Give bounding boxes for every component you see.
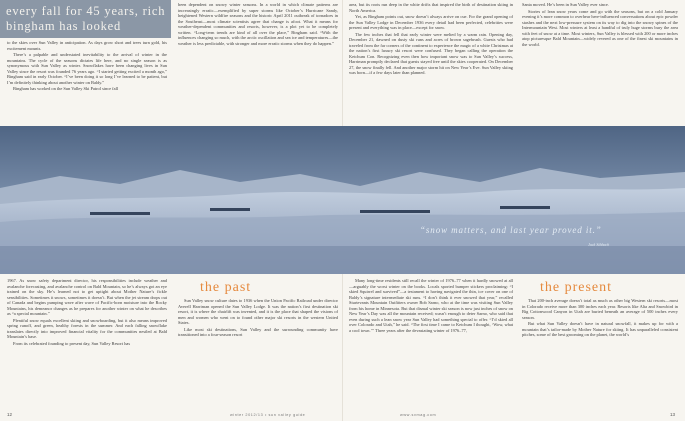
paragraph: But what Sun Valley doesn’t have in natural snowfall, it makes up for with a mountain that’s tailor-made by Mother Nature for skiing. It has unparalleled consistent pitches, some of the best grooming on the planet, the world’s xyxy=(522,321,678,337)
photo-quote-credit: Jack Sibbach xyxy=(588,242,610,247)
column-4 xyxy=(522,2,678,122)
page-number-right: 13 xyxy=(670,412,676,417)
photo-pull-quote: “snow matters, and last year proved it.” xyxy=(420,225,602,235)
section-title-present: the present xyxy=(540,280,613,295)
footer-issue: winter 2012/13 • sun valley guide xyxy=(230,413,306,417)
panorama-illustration xyxy=(0,126,685,274)
paragraph: That 200-inch average doesn’t total as much as other big Western ski resorts—most in Colorado receive more than 300 inches each year. Resorts like Alta and Snowbird in Big Cottonwood Canyon in Utah are buried beneath an average of 500 inches every season. xyxy=(522,298,678,320)
paragraph: area, but its roots run deep in the white drifts that inspired the birth of destination skiing in North America. xyxy=(349,2,513,13)
top-pull-quote: every fall for 45 years, rich bingham has looked xyxy=(6,4,166,33)
footer-website: www.svmag.com xyxy=(400,413,437,417)
paragraph: Plentiful snow equals excellent skiing and snowboarding, but it also means improved spring runoff, and green, healthy forests in the summer. And each falling snowflake translates directly into improved financial vitality for the communities nestled at Bald Mountain’s base. xyxy=(7,317,167,339)
snowy-valley-photo xyxy=(0,126,685,274)
column-7 xyxy=(349,278,513,408)
paragraph: Stories of lean snow years come and go with the seasons, but on a cold January evening it’s more common to overhear here-influenced conversations about epic powder stashes and the next low-pressure system on its way to dig into the snowy spines of the Intermountain West. Most winters at least a handful of truly huge storms bury the area with feet of snow at a time. Most winters, Sun Valley is blessed with 200 or more inches atop picturesque Bald Mountain—widely revered as one of the finest ski mountains in the world. xyxy=(522,8,678,47)
section-title-past: the past xyxy=(200,280,252,295)
paragraph: Bingham has worked on the Sun Valley Ski Patrol since fall xyxy=(13,86,119,91)
paragraph: The few inches that fell that early winter were melted by a warm rain. Opening day, December 21, dawned on dusty ski runs and acres of brown sagebrush. Guests who had traveled from the far corners of the continent to experience the magic of a white Christmas at the nation’s first luxury ski resort were confused. They began calling the operation the Ketchum Con. Recognizing even then how important snow was to Sun Valley’s success, Harriman promptly declared that guests stayed free until the skies cooperated. On December 27, the snow finally fell. And another major storm hit on New Year’s Eve. Sun Valley skiing was born—if a few days later than planned. xyxy=(349,31,513,75)
column-3 xyxy=(349,2,513,122)
paragraph: Santa moved. He’s been in Sun Valley ever since. xyxy=(522,2,609,7)
paragraph: 1967. As snow safety department director, his responsibilities include weather and avalanche forecasting, and avalanche control on Bald Mountain, so he’s always got an eye trained on the sky. He’s learned not to get uptight about Mother Nature’s fickle sensibilities. Sometimes it snows, sometimes it doesn’t. But when the jet stream drops out of Canada and begins pumping wave after wave of Pacific-born moisture into the Rocky Mountains, his demeanor changes as he prepares for another winter on what he describes as “a special mountain.” xyxy=(7,278,167,316)
column-6 xyxy=(178,298,338,408)
column-5 xyxy=(7,278,167,408)
paragraph: to the skies over Sun Valley in anticipation. As days grow short and trees turn gold, his excitement mounts. xyxy=(7,40,167,51)
column-1 xyxy=(7,40,167,122)
paragraph: Sun Valley snow culture dates to 1936 when the Union Pacific Railroad under director Averell Harriman opened the Sun Valley Lodge. It was the nation’s first destination ski resort, it is where the chairlift was invented, and it is the place that shaped the visions of men and women who went on to found other major ski resorts in the western United States. xyxy=(178,298,338,325)
paragraph: From its celebrated founding to present day, Sun Valley Resort has xyxy=(13,340,131,346)
column-2 xyxy=(178,2,338,122)
page-number-left: 12 xyxy=(7,412,13,417)
paragraph: Many long-time residents still recall the winter of 1976–77 when it hardly snowed at all—arguably the worst winter on the books. Locals sported bumper stickers proclaiming: “I skied Squirrel and survived”—a testament to having navigated the thin, ice cover on one of Baldy’s signature intermediate ski runs. “I don’t think it ever snowed that year,” recalled Sturtevants Mountain Outfitters owner Bob Sarno, who at the time was visiting Sun Valley from his home in Minnesota. But that dismal winter ski season is now just inches of snow on New Year’s Day was all the mountain received; wasn’t enough to deter Sarno, who said that even during such a lean snow year Sun Valley had something special to offer. “I’d skied all over Colorado and Utah,” he said. “The first time I came to Ketchum I thought, ‘Wow, what a cool town.’” Three years after the devastating winter of 1976–77, xyxy=(349,278,513,333)
paragraph: been dependent on snowy winter seasons. In a world in which climate patterns are increasingly erratic—exemplified by super storms like October’s Hurricane Sandy, heightened Western wildfire seasons and the historic April 2011 outbreak of tornadoes in the Southeast—most climate scientists agree that change is afoot. What it means for weather-dependent communities and resorts, however, is a plot yet to be completely written. “Long-term trends are kind of all over the place,” Bingham said. “With the influences changing so much, with the arctic oscillation and sea ice and temperatures—the weather is less predictable, with stronger and more erratic storms when they do happen.” xyxy=(178,2,338,46)
paragraph: Like most ski destinations, Sun Valley and the surrounding community have transitioned into a four-season resort xyxy=(178,326,338,337)
column-8 xyxy=(522,298,678,408)
paragraph: Yet, as Bingham points out, snow doesn’t always arrive on cue. For the grand opening of the Sun Valley Lodge in December 1936 every detail had been perfected, celebrities were present and everything was in place—except for snow. xyxy=(349,14,513,30)
paragraph: There’s a palpable and understated inevitability to the arrival of winter in the mountains. The cycle of the seasons dictates life here, and no single season is as synonymous with Sun Valley as winter. Snowflakes have been changing lives in Sun Valley since the resort was founded 76 years ago. “I started getting excited a month ago,” Bingham said in early October. “I’ve been doing it so long I’ve learned to be patient, but I’m definitely thinking about another winter on Baldy.” xyxy=(7,52,167,85)
